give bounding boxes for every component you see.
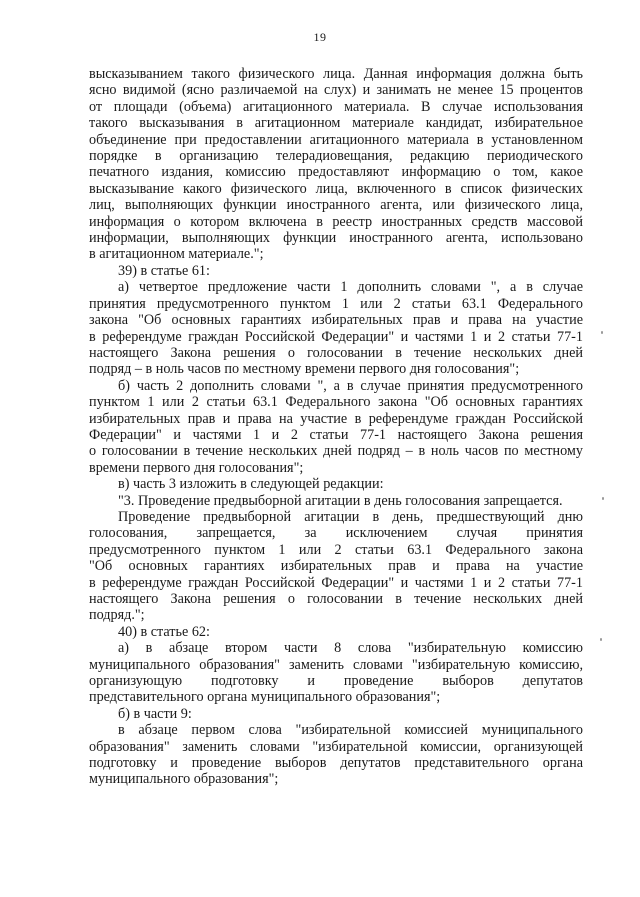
text-line: избирательных прав и права на участие в референдуме граждан Российской <box>89 410 583 427</box>
text-line: представительного органа муниципального образования"; <box>89 689 441 706</box>
scan-mark <box>600 638 602 641</box>
paragraph-p8 <box>89 624 583 640</box>
page-number: 19 <box>313 30 327 44</box>
text-line: "3. Проведение предвыборной агитации в день голосования запрещается. <box>118 492 563 509</box>
scan-mark <box>601 331 603 334</box>
text-line: в референдуме граждан Российской Федерации" и частями 1 и 2 статьи 77-1 <box>89 328 583 345</box>
text-line: объединение при предоставлении агитационного материала в установленном <box>89 131 583 148</box>
text-line: организующую подготовку и проведение выборов депутатов <box>89 673 583 690</box>
paragraph-p7 <box>89 509 583 624</box>
text-line: подготовку и проведение выборов депутатов представительного органа <box>89 755 583 772</box>
text-line: настоящего Закона решения о голосовании в течение нескольких дней <box>89 344 583 361</box>
text-line: высказыванием такого физического лица. Данная информация должна быть <box>89 66 583 82</box>
text-line: 40) в статье 62: <box>118 623 210 640</box>
text-line: лиц, выполняющих функции иностранного агента, или физического лица, <box>89 197 583 214</box>
text-line: б) в части 9: <box>118 705 192 722</box>
text-line: порядке в организацию телерадиовещания, редакцию периодического <box>89 148 583 165</box>
paragraph-p6 <box>89 493 583 509</box>
text-line: муниципального образования"; <box>89 771 279 788</box>
text-line: образования" заменить словами "избирательной комиссии, организующей <box>89 738 583 755</box>
text-line: подряд – в ноль часов по местному времени первого дня голосования"; <box>89 361 520 378</box>
paragraph-p9 <box>89 640 583 706</box>
document-body <box>89 66 583 788</box>
text-line: б) часть 2 дополнить словами ", а в случае принятия предусмотренного <box>118 377 583 394</box>
text-line: голосования, запрещается, за исключением случая принятия <box>89 525 583 542</box>
paragraph-p10 <box>89 706 583 722</box>
text-line: принятия предусмотренного пунктом 1 или 2 статьи 63.1 Федерального <box>89 295 583 312</box>
text-line: муниципального образования" заменить словами "избирательную комиссию, <box>89 656 583 673</box>
text-line: в абзаце первом слова "избирательной комиссией муниципального <box>118 722 583 739</box>
text-line: закона "Об основных гарантиях избирательных прав и права на участие <box>89 312 583 329</box>
text-line: информация о котором включена в реестр иностранных средств массовой <box>89 213 583 230</box>
text-line: "Об основных гарантиях избирательных прав и права на участие <box>89 558 583 575</box>
paragraph-p4 <box>89 378 583 476</box>
text-line: времени первого дня голосования"; <box>89 459 304 476</box>
text-line: в агитационном материале."; <box>89 246 264 263</box>
text-line: 39) в статье 61: <box>118 262 210 279</box>
scan-mark <box>602 497 604 500</box>
text-line: а) четвертое предложение части 1 дополнить словами ", а в случае <box>118 279 583 296</box>
paragraph-p5 <box>89 476 583 492</box>
text-line: информации, выполняющих функции иностранного агента, использовано <box>89 230 583 247</box>
text-line: предусмотренного пунктом 1 или 2 статьи 63.1 Федерального закона <box>89 541 583 558</box>
paragraph-p11 <box>89 722 583 788</box>
text-line: высказывание какого физического лица, включенного в список физических <box>89 180 583 197</box>
paragraph-p3 <box>89 279 583 377</box>
text-line: печатного издания, комиссию предоставляют информацию о том, какое <box>89 164 583 181</box>
text-line: в референдуме граждан Российской Федерации" и частями 1 и 2 статьи 77-1 <box>89 574 583 591</box>
paragraph-p2 <box>89 263 583 279</box>
text-line: пунктом 1 или 2 статьи 63.1 Федерального закона "Об основных гарантиях <box>89 394 583 411</box>
paragraph-p1 <box>89 66 583 263</box>
text-line: настоящего Закона решения о голосовании в течение нескольких дней <box>89 591 583 607</box>
text-line: Федерации" и частями 1 и 2 статьи 77-1 настоящего Закона решения <box>89 426 583 443</box>
text-line: в) часть 3 изложить в следующей редакции: <box>118 476 384 493</box>
text-line: а) в абзаце втором части 8 слова "избирательную комиссию <box>118 640 583 657</box>
text-line: подряд."; <box>89 607 145 624</box>
text-line: Проведение предвыборной агитации в день, предшествующий дню <box>118 508 583 525</box>
text-line: от площади (объема) агитационного материала. В случае использования <box>89 98 583 115</box>
text-line: ясно видимой (ясно различаемой на слух) и занимать не менее 15 процентов <box>89 82 583 99</box>
text-line: о голосовании в течение нескольких дней подряд – в ноль часов по местному <box>89 443 583 460</box>
text-line: такого высказывания в агитационном материале кандидат, избирательное <box>89 115 583 132</box>
